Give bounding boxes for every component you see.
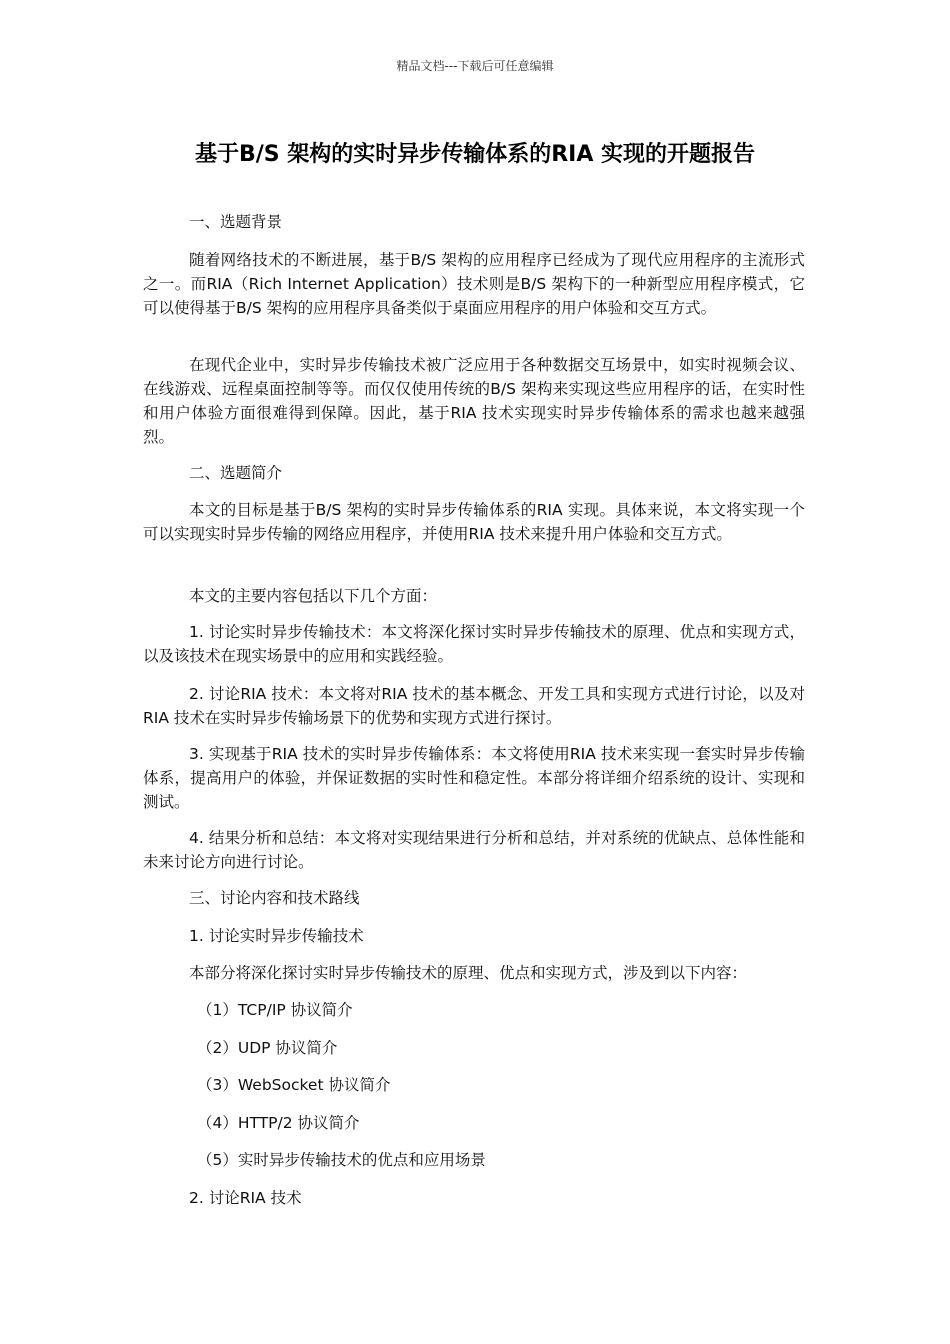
protocol-list-item: （1）TCP/IP 协议简介 <box>197 1001 353 1019</box>
subsection-heading-1: 1. 讨论实时异步传输技术 <box>189 927 364 945</box>
header-note: 精品文档---下载后可任意编辑 <box>396 59 554 73</box>
section-heading-intro: 二、选题简介 <box>189 464 283 482</box>
list-item-2: 2. 讨论RIA 技术：本文将对RIA 技术的基本概念、开发工具和实现方式进行讨论，以及对RIA 技术在实时异步传输场景下的优势和实现方式进行探讨。 <box>143 685 805 727</box>
list-item-4: 4. 结果分析和总结：本文将对实现结果进行分析和总结，并对系统的优缺点、总体性能和未来讨论方向进行讨论。 <box>143 829 805 871</box>
list-item-1: 1. 讨论实时异步传输技术：本文将深化探讨实时异步传输技术的原理、优点和实现方式，以及该技术在现实场景中的应用和实践经验。 <box>143 623 805 665</box>
paragraph-background-2: 在现代企业中，实时异步传输技术被广泛应用于各种数据交互场景中，如实时视频会议、在线游戏、远程桌面控制等等。而仅仅使用传统的B/S 架构来实现这些应用程序的话，在实时性和用户体验方面很难得到保障。因此，基于RIA 技术实现实时异步传输体系的需求也越来越强烈。 <box>143 356 805 446</box>
subsection-heading-2: 2. 讨论RIA 技术 <box>189 1189 302 1207</box>
subsection-intro-1: 本部分将深化探讨实时异步传输技术的原理、优点和实现方式，涉及到以下内容： <box>189 964 748 982</box>
paragraph-intro-2: 本文的主要内容包括以下几个方面： <box>189 587 438 605</box>
section-heading-background: 一、选题背景 <box>189 213 283 231</box>
protocol-list-item: （5）实时异步传输技术的优点和应用场景 <box>197 1151 486 1169</box>
paragraph-intro-1: 本文的目标是基于B/S 架构的实时异步传输体系的RIA 实现。具体来说，本文将实现一个可以实现实时异步传输的网络应用程序，并使用RIA 技术来提升用户体验和交互方式。 <box>143 501 805 543</box>
protocol-list-item: （2）UDP 协议简介 <box>197 1039 338 1057</box>
protocol-list-item: （4）HTTP/2 协议简介 <box>197 1114 360 1132</box>
section-heading-content: 三、讨论内容和技术路线 <box>189 889 360 907</box>
protocol-list-item: （3）WebSocket 协议简介 <box>197 1076 391 1094</box>
document-title: 基于B/S 架构的实时异步传输体系的RIA 实现的开题报告 <box>194 142 756 167</box>
paragraph-background-1: 随着网络技术的不断进展，基于B/S 架构的应用程序已经成为了现代应用程序的主流形式之一。而RIA（Rich Internet Application）技术则是B/S 架构下的一种新型应用程序模式，它可以使得基于B/S 架构的应用程序具备类似于桌面应用程序的用户体验和交互方式。 <box>143 251 805 317</box>
list-item-3: 3. 实现基于RIA 技术的实时异步传输体系：本文将使用RIA 技术来实现一套实时异步传输体系，提高用户的体验，并保证数据的实时性和稳定性。本部分将详细介绍系统的设计、实现和测试。 <box>143 745 805 811</box>
